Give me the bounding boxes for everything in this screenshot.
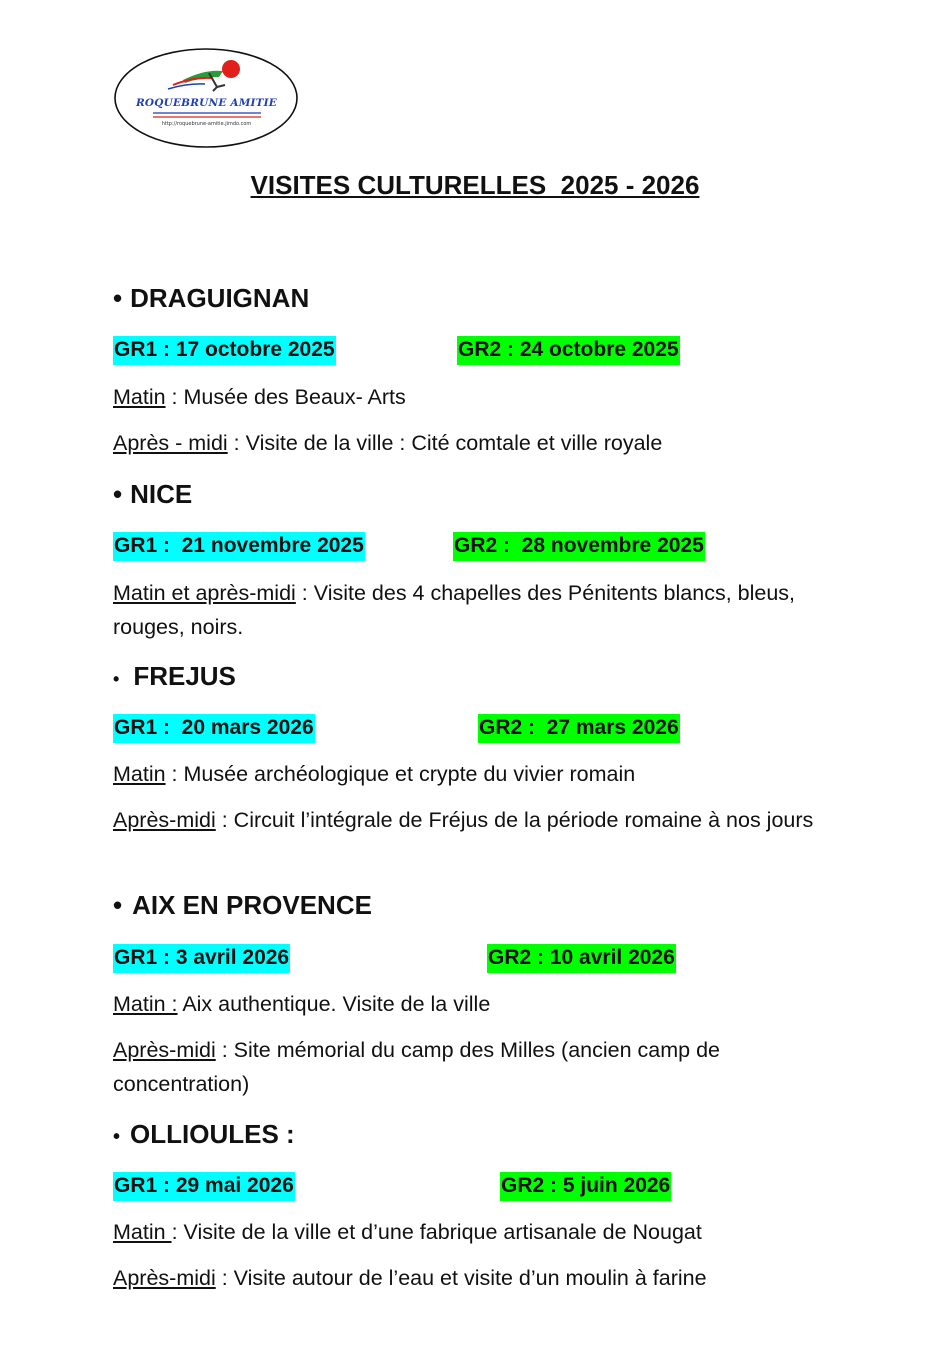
visit-text: : Circuit l’intégrale de Fréjus de la période romaine à nos jours: [215, 808, 814, 832]
visit-text: Aix authentique. Visite de la ville: [177, 992, 491, 1016]
visit-text: : Site mémorial du camp des Milles (ancien camp de concentration): [113, 1038, 721, 1096]
visit-line: [113, 380, 833, 414]
bullet-icon: •: [113, 890, 123, 920]
visit-line: [113, 576, 803, 644]
group1-date: GR1 : 21 novembre 2025: [113, 532, 365, 561]
visit-label: Après-midi: [113, 808, 216, 832]
visit-text: : Musée des Beaux- Arts: [165, 385, 406, 409]
visit-line: [113, 757, 833, 791]
visit-label: Après - midi: [113, 431, 228, 455]
section-heading: [113, 479, 192, 510]
group2-date: GR2 : 27 mars 2026: [478, 714, 680, 743]
visit-text: : Visite des 4 chapelles des Pénitents blancs, bleus, rouges, noirs.: [113, 581, 796, 639]
visit-label: Matin: [113, 762, 166, 786]
section-heading: [113, 890, 372, 921]
visit-text: : Visite de la ville : Cité comtale et ville royale: [227, 431, 663, 455]
section-heading-text: NICE: [130, 479, 193, 509]
visit-label: Après-midi: [113, 1266, 216, 1290]
group1-date: GR1 : 17 octobre 2025: [113, 336, 336, 365]
section-heading-text: AIX EN PROVENCE: [132, 890, 372, 920]
group2-date: GR2 : 24 octobre 2025: [457, 336, 680, 365]
group2-date: GR2 : 10 avril 2026: [487, 944, 676, 973]
logo: [113, 47, 300, 150]
logo-url: http://roquebrune-amitie.jimdo.com: [161, 121, 252, 127]
visit-label: Après-midi: [113, 1038, 216, 1062]
visit-line: [113, 426, 833, 460]
logo-name: ROQUEBRUNE AMITIE: [135, 97, 277, 109]
visit-line: [113, 1215, 833, 1249]
visit-line: [113, 803, 833, 837]
visit-line: [113, 1033, 793, 1101]
visit-label: Matin: [113, 385, 166, 409]
section-heading-text: OLLIOULES :: [130, 1119, 295, 1149]
page-title: VISITES CULTURELLES 2025 - 2026: [250, 170, 700, 200]
visit-line: [113, 1261, 833, 1295]
group2-date: GR2 : 5 juin 2026: [500, 1172, 671, 1201]
bullet-icon: •: [113, 283, 123, 313]
section-heading: [113, 283, 309, 314]
group1-date: GR1 : 29 mai 2026: [113, 1172, 295, 1201]
section-heading: [113, 1119, 295, 1150]
visit-text: : Visite autour de l’eau et visite d’un moulin à farine: [215, 1266, 707, 1290]
visit-text: : Visite de la ville et d’une fabrique artisanale de Nougat: [171, 1220, 702, 1244]
bullet-icon: •: [113, 479, 123, 509]
section-heading: [113, 661, 236, 692]
visit-label: Matin et après-midi: [113, 581, 296, 605]
visit-line: [113, 987, 833, 1021]
group1-date: GR1 : 20 mars 2026: [113, 714, 315, 743]
visit-label: Matin :: [113, 992, 178, 1016]
bullet-icon: •: [113, 1126, 121, 1148]
group2-date: GR2 : 28 novembre 2025: [453, 532, 705, 561]
visit-label: Matin: [113, 1220, 172, 1244]
group1-date: GR1 : 3 avril 2026: [113, 944, 290, 973]
section-heading-text: FREJUS: [133, 661, 236, 691]
visit-text: : Musée archéologique et crypte du vivier romain: [165, 762, 636, 786]
section-heading-text: DRAGUIGNAN: [130, 283, 310, 313]
bullet-icon: •: [113, 669, 120, 689]
